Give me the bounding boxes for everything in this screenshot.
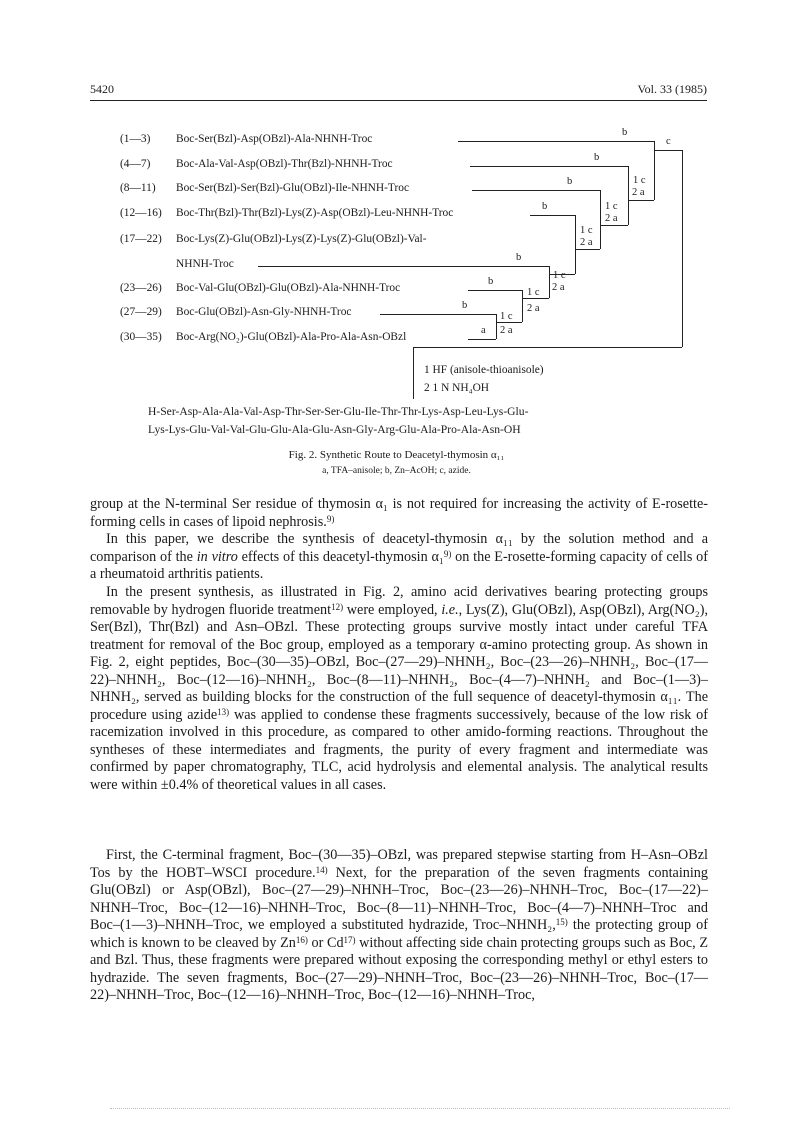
step-label: b [567, 176, 573, 187]
connector-line [470, 166, 628, 167]
step-label: b [542, 201, 548, 212]
paragraph: In this paper, we describe the synthesis of deacetyl-thymosin α₁₁ by the solution method and a comparison of the in vitro effects of this deacetyl-thymosin α₁$^{9)}$ on the E-rosette-forming capacity of cells of a rheumatoid arthritis patients. [90, 531, 709, 583]
page-number: 5420 [90, 82, 114, 96]
connector-line [258, 266, 549, 267]
connector-line [468, 290, 522, 291]
paragraph: group at the N-terminal Ser residue of thymosin α₁ is not required for increasing the activity of E-rosette-forming cells in cases of lipoid nephrosis.$^{9)}$ [90, 496, 708, 530]
fragment-label-continuation: NHNH-Troc [176, 258, 234, 270]
connector-line [468, 339, 496, 340]
figure-caption-legend: a, TFA–anisole; b, Zn–AcOH; c, azide. [322, 466, 471, 476]
step-label: b [488, 276, 494, 287]
step-label: 1 c [633, 175, 646, 186]
step-label: 2 a [632, 187, 645, 198]
connector-line [496, 314, 497, 339]
step-label: b [594, 152, 600, 163]
step-label: 1 c [500, 311, 513, 322]
step-label: b [516, 252, 522, 263]
merge-line [496, 322, 522, 323]
connector-line [530, 215, 575, 216]
fragment-label: Boc-Ala-Val-Asp(OBzl)-Thr(Bzl)-NHNH-Troc [176, 158, 393, 170]
fragment-label: Boc-Ser(Bzl)-Asp(OBzl)-Ala-NHNH-Troc [176, 133, 373, 145]
connector-line [380, 314, 496, 315]
step-label: 2 a [527, 303, 540, 314]
step-label: b [622, 127, 628, 138]
connector-line [682, 150, 683, 347]
final-connector [413, 347, 414, 399]
fragment-number: (4—7) [120, 158, 151, 170]
fragment-number: (1—3) [120, 133, 151, 145]
fragment-number: (23—26) [120, 282, 162, 294]
scan-edge-rule [110, 1108, 730, 1109]
step-label: 2 a [500, 325, 513, 336]
paragraph: In the present synthesis, as illustrated in Fig. 2, amino acid derivatives bearing protecting groups removable by hydrogen fluoride treatment$^{12)}$ were employed, i.e., Lys(Z), Glu(OBzl), Asp(OBzl), Arg(NO₂), Ser(Bzl), Thr(Bzl) and Asn–OBzl. These protecting groups survive mostly intact under careful TFA treatment for removal of the Boc group, employed as a temporary α-amino protecting group. As shown in Fig. 2, eight peptides, Boc–(30—35)–OBzl, Boc–(27—29)–NHNH₂, Boc–(23—26)–NHNH₂, Boc–(17—22)–NHNH₂, Boc–(12—16)–NHNH₂, Boc–(8—11)–NHNH₂, Boc–(4—7)–NHNH₂ and Boc–(1—3)–NHNH₂, served as building blocks for the construction of the full sequence of deacetyl-thymosin α₁₁. The procedure using azide$^{13)}$ was applied to condense these fragments successively, because of the low risk of racemization involved in this procedure, as compared to other amido-forming reactions. Throughout the syntheses of these intermediates and fragments, the purity of every fragment and intermediate was confirmed by paper chromatography, TLC, acid hydrolysis and elemental analysis. The analytical results were within ±0.4% of theoretical values in all cases. [90, 584, 708, 794]
paragraph: First, the C-terminal fragment, Boc–(30—35)–OBzl, was prepared stepwise starting from H–Asn–OBzl Tos by the HOBT–WSCI procedure.$^{14)}$ Next, for the preparation of the seven fragments containing Glu(OBzl) or Asp(OBzl), Boc–(27—29)–NHNH–Troc, Boc–(23—26)–NHNH–Troc, Boc–(17—22)–NHNH–Troc, Boc–(12—16)–NHNH–Troc, Boc–(8—11)–NHNH–Troc, Boc–(4—7)–NHNH–Troc and Boc–(1—3)–NHNH–Troc, we employed a substituted hydrazide, Troc–NHNH₂,$^{15)}$ the protecting group of which is known to be cleaved by Zn$^{16)}$ or Cd$^{17)}$ without affecting side chain protecting groups such as Boc, Z and Bzl. Thus, these fragments were prepared without exposing the corresponding methyl or ethyl esters to hydrazide. The seven fragments, Boc–(27—29)–NHNH–Troc, Boc–(23—26)–NHNH–Troc, Boc–(17—22)–NHNH–Troc, Boc–(12—16)–NHNH–Troc, Boc–(12—16)–NHNH–Troc, [90, 847, 709, 1004]
connector-line [600, 190, 601, 249]
connector-line [628, 166, 629, 225]
step-label: 2 a [580, 237, 593, 248]
step-label: c [666, 136, 671, 147]
step-label: 1 c [605, 201, 618, 212]
step-label: 1 c [580, 225, 593, 236]
connector-line [522, 290, 523, 322]
step-label: 2 a [605, 213, 618, 224]
peptide-sequence-line: Lys-Lys-Glu-Val-Val-Glu-Glu-Ala-Glu-Asn-Gly-Arg-Glu-Ala-Pro-Ala-Asn-OH [148, 423, 521, 436]
fragment-label: Boc-Ser(Bzl)-Ser(Bzl)-Glu(OBzl)-Ile-NHNH-Troc [176, 182, 410, 194]
final-step: 2 1 N NH₄OH [424, 382, 490, 394]
header-rule [90, 100, 707, 101]
merge-line [600, 225, 628, 226]
final-line [413, 347, 682, 348]
fragment-label: Boc-Thr(Bzl)-Thr(Bzl)-Lys(Z)-Asp(OBzl)-Leu-NHNH-Troc [176, 207, 454, 219]
connector-line [549, 266, 550, 298]
merge-line [628, 200, 654, 201]
peptide-sequence-line: H-Ser-Asp-Ala-Ala-Val-Asp-Thr-Ser-Ser-Glu-Ile-Thr-Thr-Lys-Asp-Leu-Lys-Glu- [148, 405, 529, 418]
fragment-number: (8—11) [120, 182, 156, 194]
merge-line [522, 298, 549, 299]
fragment-number: (27—29) [120, 306, 162, 318]
step-label: 1 c [527, 287, 540, 298]
fragment-label: Boc-Glu(OBzl)-Asn-Gly-NHNH-Troc [176, 306, 352, 318]
merge-line [575, 249, 600, 250]
step-label: b [462, 300, 468, 311]
figure-caption: Fig. 2. Synthetic Route to Deacetyl-thymosin α₁₁ [288, 449, 505, 461]
fragment-label: Boc-Val-Glu(OBzl)-Glu(OBzl)-Ala-NHNH-Troc [176, 282, 401, 294]
connector-line [575, 215, 576, 274]
fragment-label: Boc-Arg(NO₂)-Glu(OBzl)-Ala-Pro-Ala-Asn-OBzl [176, 331, 407, 343]
fragment-number: (12—16) [120, 207, 162, 219]
step-label: 1 c [553, 270, 566, 281]
connector-line [472, 190, 600, 191]
merge-line [654, 150, 682, 151]
journal-volume: Vol. 33 (1985) [637, 82, 707, 96]
fragment-label: Boc-Lys(Z)-Glu(OBzl)-Lys(Z)-Lys(Z)-Glu(OBzl)-Val- [176, 233, 427, 245]
fragment-number: (17—22) [120, 233, 162, 245]
step-label: 2 a [552, 282, 565, 293]
final-step: 1 HF (anisole-thioanisole) [424, 364, 544, 376]
step-label: a [481, 325, 486, 336]
connector-line [654, 141, 655, 200]
fragment-number: (30—35) [120, 331, 162, 343]
connector-line [458, 141, 654, 142]
